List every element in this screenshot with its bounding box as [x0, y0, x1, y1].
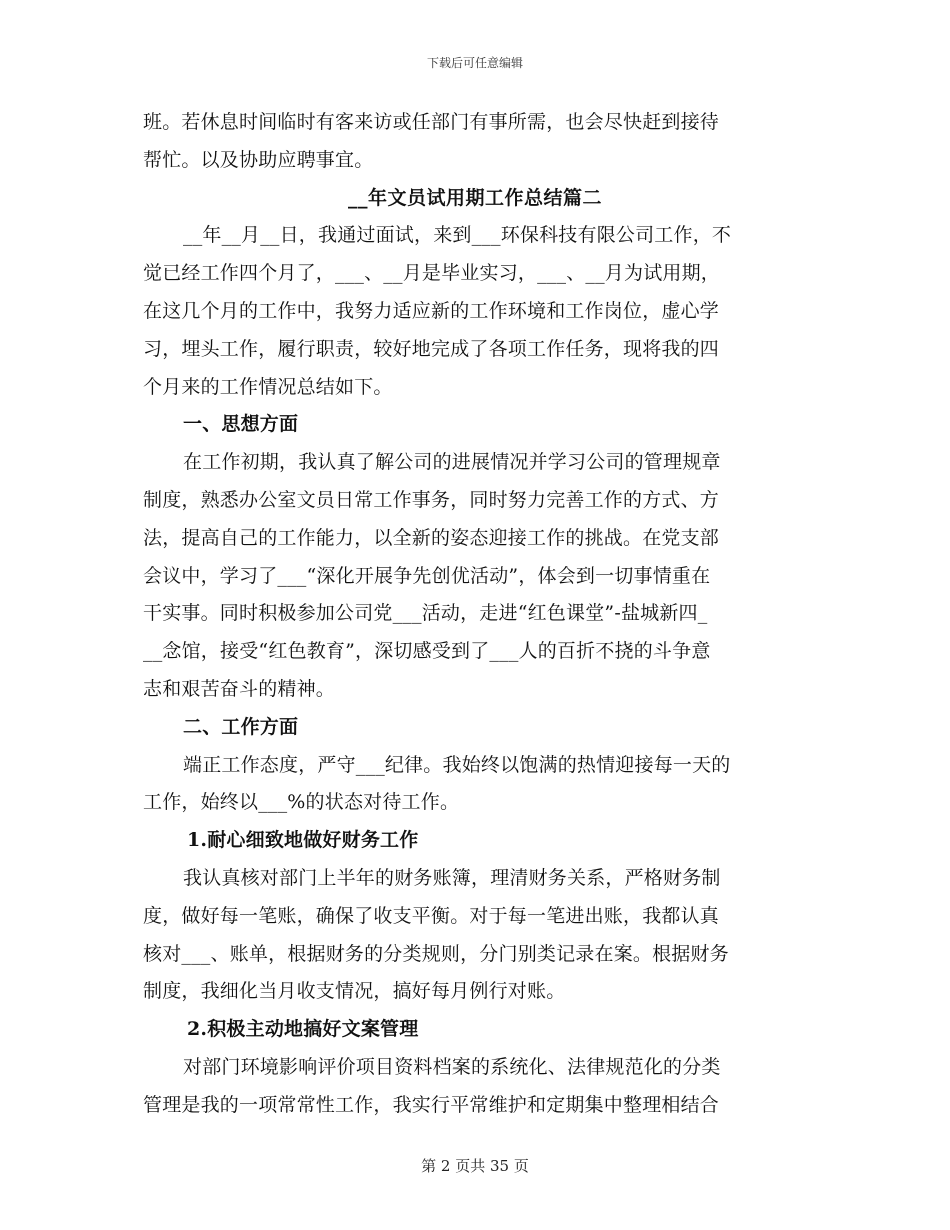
- document-body: [143, 104, 807, 1125]
- body-line: 个月来的工作情况总结如下。: [143, 375, 393, 398]
- body-line: 觉已经工作四个月了，___、__月是毕业实习，___、__月为试用期，: [143, 262, 721, 285]
- heading-thought: 一、思想方面: [183, 413, 299, 436]
- body-line: 干实事。同时积极参加公司党___活动，走进“红色课堂”-盐城新四_: [143, 602, 708, 625]
- heading-work: 二、工作方面: [183, 715, 299, 738]
- heading-finance: 1.耐心细致地做好财务工作: [187, 829, 419, 852]
- body-line: 志和艰苦奋斗的精神。: [143, 677, 336, 700]
- body-line: 核对___、账单，根据财务的分类规则，分门别类记录在案。根据财务: [143, 942, 729, 965]
- page-header: 下载后可任意编辑: [426, 56, 523, 70]
- body-line: 端正工作态度，严守___纪律。我始终以饱满的热情迎接每一天的: [183, 753, 731, 776]
- heading-documents: 2.积极主动地搞好文案管理: [187, 1018, 419, 1041]
- body-line: 管理是我的一项常常性工作，我实行平常维护和定期集中整理相结合: [143, 1093, 720, 1116]
- section-title: __年文员试用期工作总结篇二: [347, 186, 602, 209]
- body-line: __念馆，接受“红色教育”，深切感受到了___人的百折不挠的斗争意: [143, 640, 711, 663]
- body-line: 在工作初期，我认真了解公司的进展情况并学习公司的管理规章: [183, 451, 721, 474]
- body-line: 法，提高自己的工作能力，以全新的姿态迎接工作的挑战。在党支部: [143, 526, 720, 549]
- body-line: 度，做好每一笔账，确保了收支平衡。对于每一笔进出账，我都认真: [143, 904, 720, 927]
- body-line: 制度，我细化当月收支情况，搞好每月例行对账。: [143, 980, 566, 1003]
- body-line: 会议中，学习了___“深化开展争先创优活动”，体会到一切事情重在: [143, 564, 711, 587]
- body-line: 习，埋头工作，履行职责，较好地完成了各项工作任务，现将我的四: [143, 337, 720, 360]
- body-line: 我认真核对部门上半年的财务账簿，理清财务关系，严格财务制: [183, 866, 721, 889]
- body-line: 工作，始终以___%的状态对待工作。: [143, 791, 460, 814]
- body-line: 班。若休息时间临时有客来访或任部门有事所需，也会尽快赶到接待: [143, 111, 720, 133]
- body-line: 对部门环境影响评价项目资料档案的系统化、法律规范化的分类: [183, 1055, 721, 1078]
- page-footer: 第 2 页共 35 页: [421, 1157, 529, 1175]
- body-line: __年__月__日，我通过面试，来到___环保科技有限公司工作，不: [183, 224, 732, 247]
- body-line: 帮忙。以及协助应聘事宜。: [143, 148, 374, 171]
- body-line: 制度，熟悉办公室文员日常工作事务，同时努力完善工作的方式、方: [143, 488, 720, 511]
- body-line: 在这几个月的工作中，我努力适应新的工作环境和工作岗位，虚心学: [143, 299, 720, 322]
